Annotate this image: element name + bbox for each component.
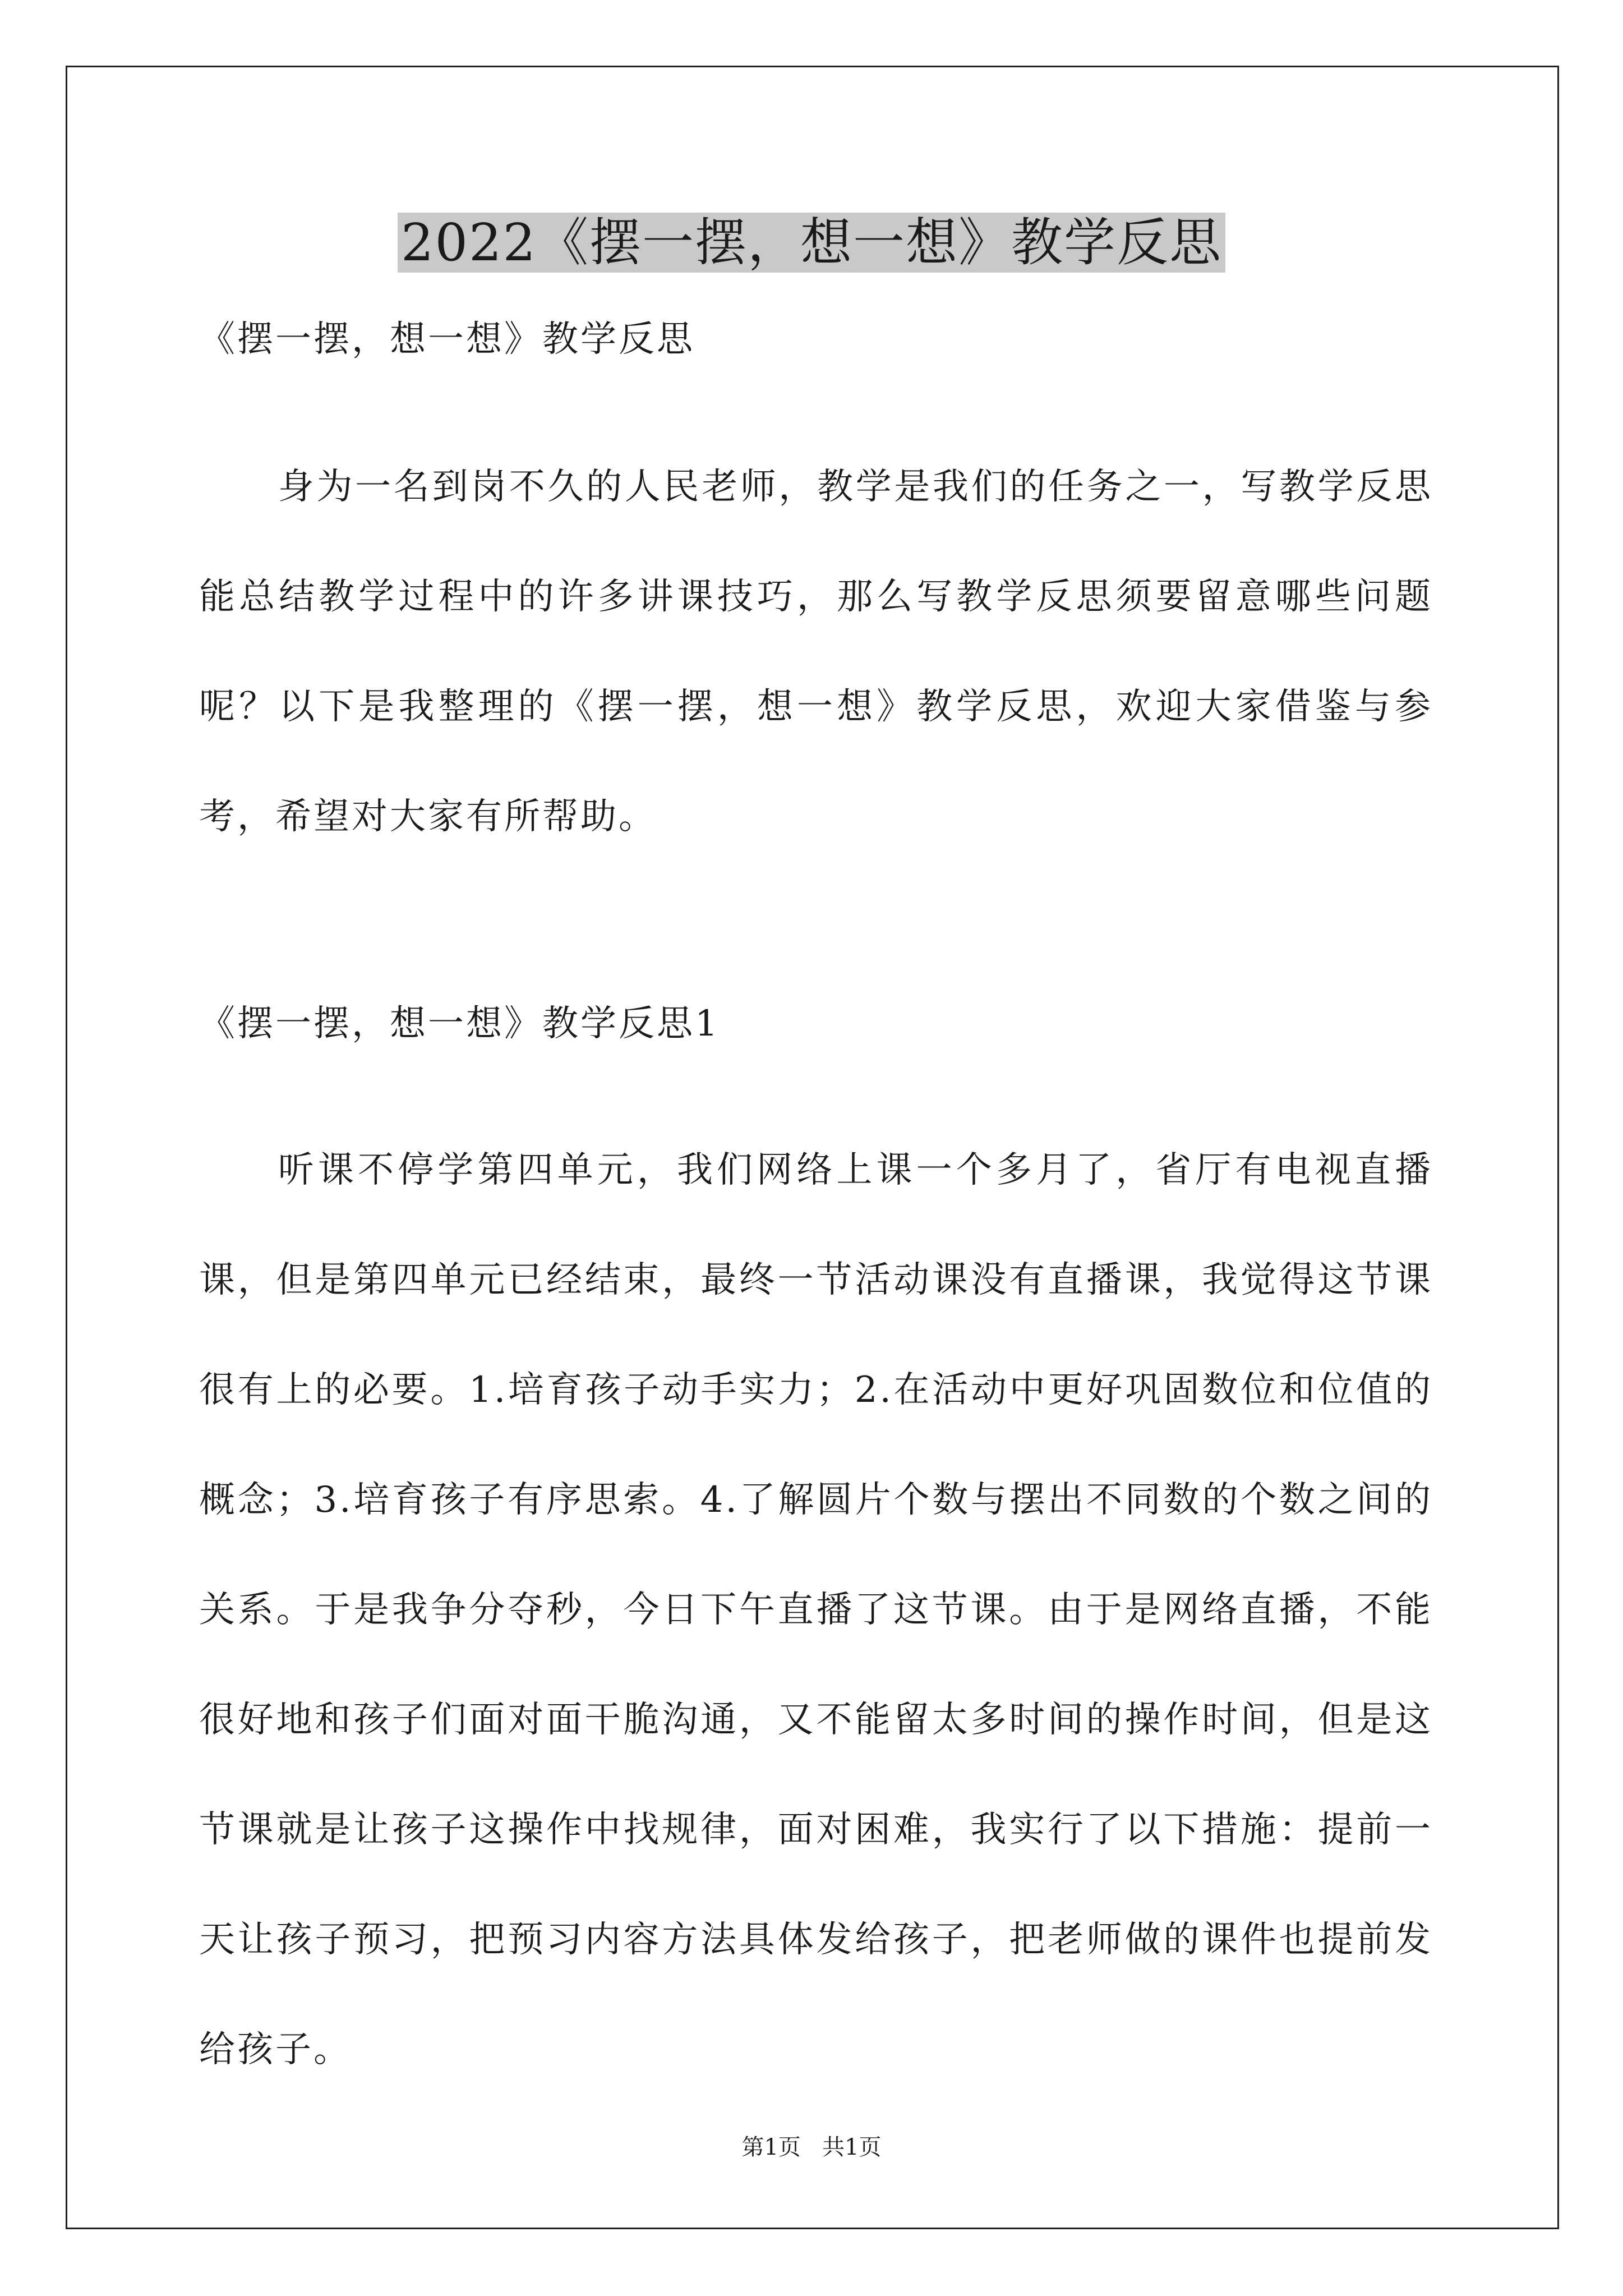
intro-paragraph-block: [199, 432, 1433, 872]
section-heading-reflection-1: [199, 996, 1433, 1052]
section-heading-text: 《摆一摆，想一想》教学反思: [199, 319, 695, 360]
body-paragraph: 听课不停学第四单元，我们网络上课一个多月了，省厅有电视直播课，但是第四单元已经结束，最终一节活动课没有直播课，我觉得这节课很有上的必要。1.培育孩子动手实力；2.在活动中更好巩固数位和位值的概念；3.培育孩子有序思索。4.了解圆片个数与摆出不同数的个数之间的关系。于是我争分夺秒，今日下午直播了这节课。由于是网络直播，不能很好地和孩子们面对面干脆沟通，又不能留太多时间的操作时间，但是这节课就是让孩子这操作中找规律，面对困难，我实行了以下措施：提前一天让孩子预习，把预习内容方法具体发给孩子，把老师做的课件也提前发给孩子。: [199, 1149, 1433, 2070]
section-heading-intro: [199, 311, 1433, 367]
document-title: [0, 204, 1623, 282]
body-paragraph-block: [199, 1115, 1433, 2105]
document-title-text: 2022《摆一摆，想一想》教学反思: [398, 213, 1225, 273]
intro-paragraph: 身为一名到岗不久的人民老师，教学是我们的任务之一，写教学反思能总结教学过程中的许多讲课技巧，那么写教学反思须要留意哪些问题呢？以下是我整理的《摆一摆，想一想》教学反思，欢迎大家借鉴与参考，希望对大家有所帮助。: [199, 466, 1433, 838]
page-footer: 第1页 共1页: [741, 2134, 882, 2160]
section-heading-text: 《摆一摆，想一想》教学反思1: [199, 1003, 720, 1045]
